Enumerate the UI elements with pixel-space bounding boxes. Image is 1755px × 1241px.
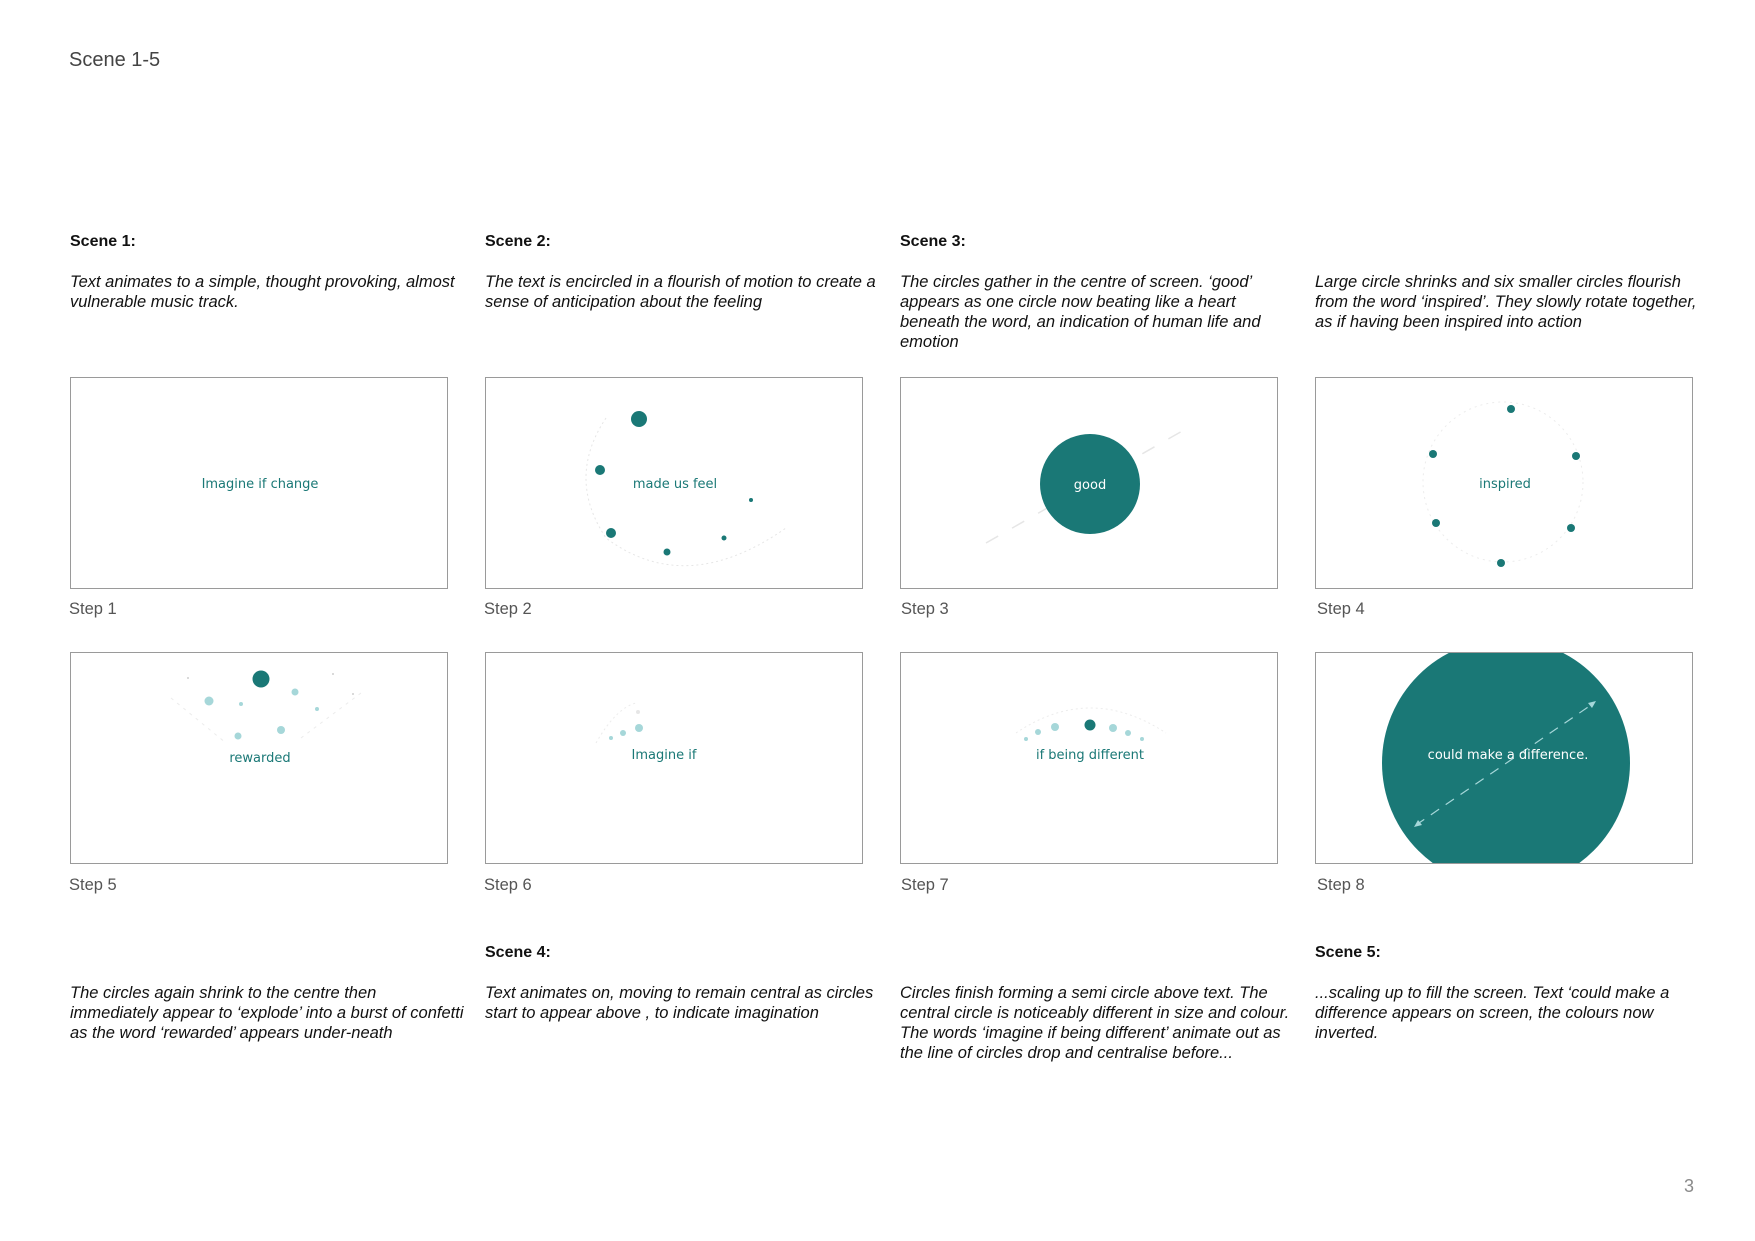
confetti-dot xyxy=(235,733,242,740)
step-8-frame-text: could make a difference. xyxy=(1427,748,1589,763)
step-1-frame-text: Imagine if change xyxy=(201,477,319,492)
inspired-dot xyxy=(1497,559,1505,567)
semicircle-dot xyxy=(1035,729,1041,735)
arc-dot xyxy=(620,730,626,736)
confetti-dot xyxy=(292,689,299,696)
scene-5-description: ...scaling up to fill the screen. Text ‘could make a difference appears on screen, the colours now inverted. xyxy=(1315,984,1670,1042)
scene-3-heading: Scene 3: xyxy=(900,233,966,250)
scene-2-heading: Scene 2: xyxy=(485,233,551,250)
scene-3-continued-description: Large circle shrinks and six smaller circles flourish from the word ‘inspired’. They slowly rotate together, as if having been inspired into action xyxy=(1315,273,1697,331)
step-1-frame xyxy=(70,377,448,589)
step-1-label: Step 1 xyxy=(69,600,117,618)
confetti-trail xyxy=(301,693,361,738)
orbit-dot xyxy=(606,528,616,538)
arc-path xyxy=(596,703,636,743)
semicircle-dot xyxy=(1051,723,1059,731)
scene-1-description: Text animates to a simple, thought provoking, almost vulnerable music track. xyxy=(70,273,455,311)
arc-dot xyxy=(635,724,643,732)
page-title: Scene 1-5 xyxy=(69,49,161,71)
semicircle-center-dot xyxy=(1085,720,1096,731)
confetti-dot xyxy=(352,693,354,695)
scene-3-rewarded-description: The circles again shrink to the centre then immediately appear to ‘explode’ into a burst of confetti as the word ‘rewarded’ appears under-neath xyxy=(70,984,464,1042)
scene-2-description: The text is encircled in a flourish of motion to create a sense of anticipation about the feeling xyxy=(485,273,876,311)
step-5-label: Step 5 xyxy=(69,876,117,894)
inspired-dot xyxy=(1572,452,1580,460)
confetti-trail xyxy=(171,698,226,743)
semicircle-dot xyxy=(1109,724,1117,732)
inspired-dot xyxy=(1567,524,1575,532)
step-6-label: Step 6 xyxy=(484,876,532,894)
scene-4-continued-description: Circles finish forming a semi circle above text. The central circle is noticeably different in size and colour. The words ‘imagine if being different’ animate out as the line of circles drop and centralise before... xyxy=(900,984,1290,1062)
confetti-dot xyxy=(253,671,270,688)
orbit-dot xyxy=(595,465,605,475)
arc-dot xyxy=(636,710,640,714)
step-3-frame xyxy=(900,377,1278,589)
scene-5-heading: Scene 5: xyxy=(1315,944,1381,961)
orbit-dot xyxy=(749,498,753,502)
confetti-dot xyxy=(205,697,214,706)
step-8-label: Step 8 xyxy=(1317,876,1365,894)
confetti-dot xyxy=(277,726,285,734)
inspired-dot xyxy=(1429,450,1437,458)
step-2-frame-text: made us feel xyxy=(632,477,718,492)
orbit-dot xyxy=(631,411,647,427)
confetti-dot xyxy=(332,673,334,675)
scene-3-description: The circles gather in the centre of screen. ‘good’ appears as one circle now beating like a heart beneath the word, an indication of human life and emotion xyxy=(900,273,1261,351)
semicircle-dot xyxy=(1140,737,1144,741)
scene-4-description: Text animates on, moving to remain central as circles start to appear above , to indicate imagination xyxy=(485,984,874,1022)
step-2-label: Step 2 xyxy=(484,600,532,618)
step-3-label: Step 3 xyxy=(901,600,949,618)
orbit-dot xyxy=(722,536,727,541)
inspired-dot xyxy=(1432,519,1440,527)
page-number: 3 xyxy=(1683,1176,1694,1196)
step-5-frame xyxy=(70,652,448,864)
inspired-dot xyxy=(1507,405,1515,413)
scene-4-heading: Scene 4: xyxy=(485,944,551,961)
arc-dot xyxy=(609,736,613,740)
confetti-dot xyxy=(187,677,189,679)
step-7-label: Step 7 xyxy=(901,876,949,894)
semicircle-dot xyxy=(1024,737,1028,741)
step-4-frame xyxy=(1315,377,1693,589)
step-7-frame-text: if being different xyxy=(1035,748,1145,763)
semicircle-dot xyxy=(1125,730,1131,736)
step-7-frame xyxy=(900,652,1278,864)
step-4-label: Step 4 xyxy=(1317,600,1365,618)
step-5-frame-text: rewarded xyxy=(229,751,291,766)
step-3-frame-text: good xyxy=(1073,478,1107,493)
confetti-dot xyxy=(239,702,243,706)
scene-1-heading: Scene 1: xyxy=(70,233,136,250)
step-8-frame xyxy=(1315,652,1693,864)
step-2-frame xyxy=(485,377,863,589)
confetti-dot xyxy=(315,707,319,711)
step-6-frame xyxy=(485,652,863,864)
step-6-frame-text: Imagine if xyxy=(631,748,697,763)
orbit-dot xyxy=(664,549,671,556)
step-4-frame-text: inspired xyxy=(1479,477,1531,492)
